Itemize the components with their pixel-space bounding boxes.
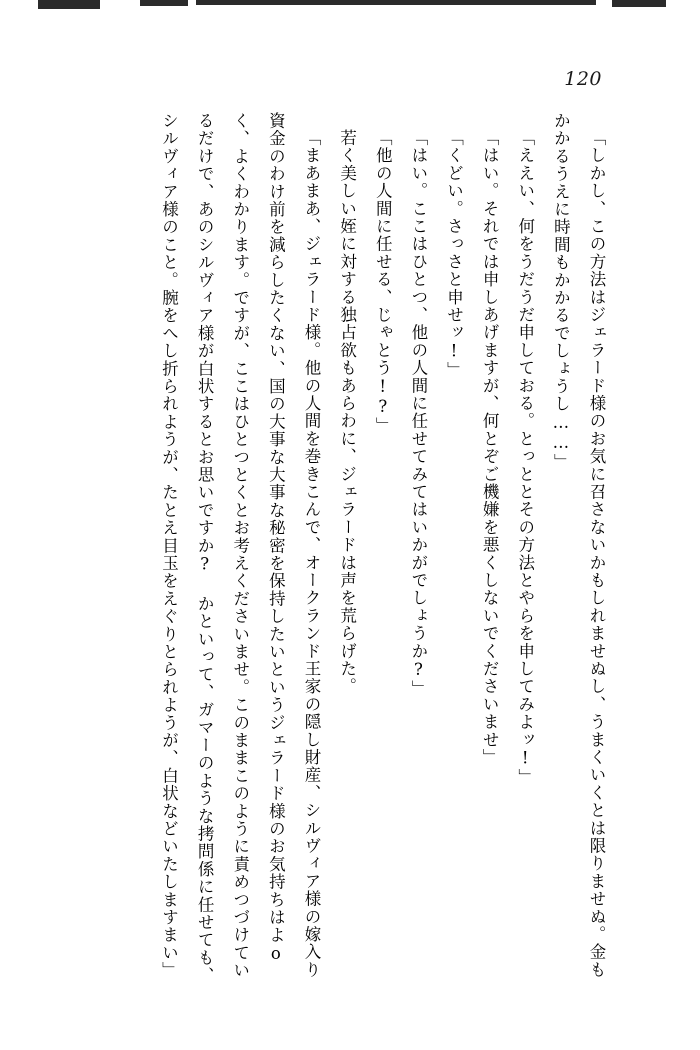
paragraph: 「ええい、何をうだうだ申しておる。とっととその方法とやらを申してみよッ!」 bbox=[515, 128, 535, 786]
paragraph: 若く美しい姪に対する独占欲もあらわに、ジェラードは声を荒らげた。 bbox=[337, 128, 357, 695]
paragraph: 「他の人間に任せる、じゃとう!?」 bbox=[373, 128, 393, 435]
paragraph: 「はい。ここはひとつ、他の人間に任せてみてはいかがでしょうか?」 bbox=[408, 128, 428, 698]
page-number: 120 bbox=[564, 68, 602, 90]
paragraph: 「はい。それでは申しあげますが、何とぞご機嫌を悪くしないでくださいませ」 bbox=[480, 128, 500, 766]
paragraph: 「しかし、この方法はジェラード様のお気に召さないかもしれませぬし、うまくいくとは限りませぬ。金もかかるうえに時間もかかるでしょうし……」 bbox=[551, 112, 606, 979]
vertical-text-body bbox=[74, 112, 614, 992]
paragraph: 「くどい。さっさと申せッ!」 bbox=[444, 128, 464, 379]
paragraph: 「まあまあ、ジェラード様。他の人間を巻きこんで、オークランド王家の隠し財産、シルヴィア様の嫁入り資金のわけ前を減らしたくない、国の大事な大事な秘密を保持したいというジェラード様のお気持ちはよоく、よくわかります。ですが、ここはひとつとくとお考えくださいませ。このままこのように責めつづけているだけで、あのシルヴィア様が白状するとお思いですか? かといって、ガマーのような拷問係に任せても、シルヴィア様のこと。腕をへし折られようが、たとえ目玉をえぐりとられようが、白状などいたしますまい」 bbox=[159, 112, 321, 985]
